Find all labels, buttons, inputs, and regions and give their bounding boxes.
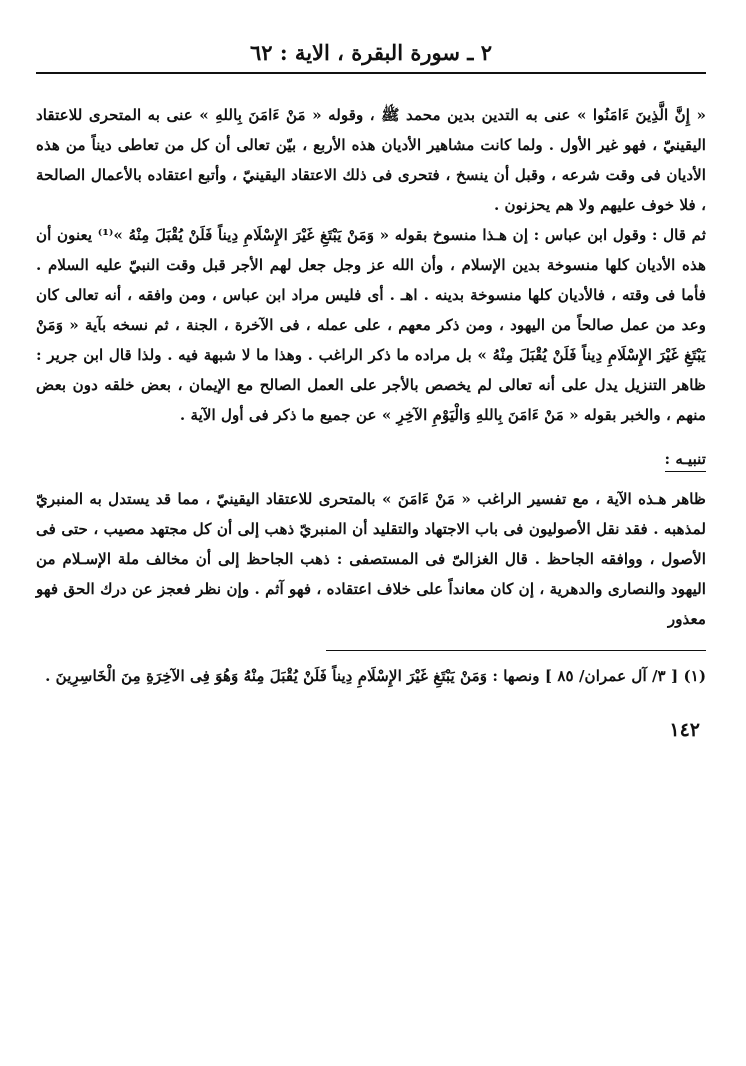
footnote-line: وَهُوَ فِى الآخِرَةِ مِنَ الْخَاسِرِينَ . (45, 667, 239, 685)
text-line: فَلَنْ يُقْبَلَ مِنْهُ » بل مراده ما ذكر الراغب . وهذا ما لا شبهة فيه . ولذا قال ابن جرير : (36, 346, 577, 364)
footnote-rule (326, 650, 706, 651)
text-line: المتحرى للاعتقاد اليقينيّ ، فهو غير الأول . ولما كانت مشاهير الأديان هذه الأربع ، بيّن (36, 106, 707, 154)
text-line: « إِنَّ الَّذِينَ ءَامَنُوا » عنى به التدين بدين محمد ﷺ ، وقوله « مَنْ ءَامَنَ بِاللهِ » عنى به (141, 106, 706, 124)
text-line: فى أول الآية . (179, 406, 269, 424)
text-line: ظاهر هـذه الآية ، مع تفسير الراغب « مَنْ ءَامَنَ » بالمتحرى للاعتقاد اليقينيّ ، مما (171, 490, 706, 508)
footnote-line: (١) [ ٣/ آل عمران/ ٨٥ ] ونصها : وَمَنْ يَبْتَغِ غَيْرَ الإِسْلَامِ دِيناً فَلَنْ يُقْبَلَ مِنْهُ (238, 667, 706, 685)
paragraph-1 (36, 100, 706, 220)
text-line: فَلَنْ يُقْبَلَ مِنْهُ »⁽¹⁾ يعنون أن هذه الأديان كلها منسوخة بدين الإسلام ، وأن الله عز وجل (36, 226, 706, 274)
header-rule (36, 72, 706, 74)
text-line: تعالى أن كل من تعاطى ديناً من هذه الأديان فى وقت شرعه ، وقبل أن ينسخ ، فتحرى (36, 136, 706, 184)
text-line: ظاهر التنزيل يدل على أنه تعالى لم يخصص بالأجر على العمل الصالح مع الإيمان ، بعض خلقه (97, 376, 706, 394)
text-line: أى فليس مراد ابن عباس ، ومن وافقه ، أنه تعالى كان وعد من عمل صالحاً من اليهود ، ومن (36, 286, 706, 334)
running-header: ٢ ـ سورة البقرة ، الاية : ٦٢ (250, 40, 492, 65)
text-line: إن كان معانداً على خلاف اعتقاده ، فهو آثم . وإن نظر فعجز عن درك الحق فهو معذور (36, 580, 706, 628)
main-text (36, 100, 706, 634)
text-line: قد يستدل به المنبريّ لمذهبه . فقد نقل الأصوليون فى باب الاجتهاد والتقليد أن المنبريّ (36, 490, 706, 538)
paragraph-2 (36, 220, 706, 430)
footnote (36, 661, 706, 691)
section-gap (36, 430, 706, 444)
paragraph-3 (36, 484, 706, 634)
text-line: ذكر معهم ، على عمله ، فى الآخرة ، الجنة ، ثم نسخه بآية « وَمَنْ يَبْتَغِ غَيْرَ الإِسْلَامِ دِيناً (36, 316, 706, 364)
text-line: فى ذلك الاعتقاد اليقينيّ ، وأتبع اعتقاده بالأعمال الصالحة ، فلا خوف عليهم ولا هم يحزنون . (36, 166, 706, 214)
note-heading: تنبيـه : (665, 447, 706, 472)
page-number: ١٤٢ (669, 719, 700, 741)
text-line: المستصفى : ذهب الجاحظ إلى أن مخالف ملة الإسـلام من اليهود والنصارى والدهرية ، (36, 550, 706, 598)
text-line: دون بعض منهم ، والخبر بقوله « مَنْ ءَامَنَ بِاللهِ وَالْيَوْمِ الآخِرِ » عن جميع ما ذكر (36, 376, 706, 424)
text-line: جعل لهم الأجر قبل وقت النبيّ عليه السلام . فأما فى وقته ، فالأديان كلها منسوخة بدينه . اهـ . (36, 256, 706, 304)
text-line: ثم قال : وقول ابن عباس : إن هـذا منسوخ بقوله « وَمَنْ يَبْتَغِ غَيْرَ الإِسْلَامِ دِيناً (212, 226, 706, 244)
text-line: ذهب إلى أن كل مجتهد مصيب ، حتى فى الأصول ، ووافقه الجاحظ . قال الغزالىّ فى (36, 520, 706, 568)
